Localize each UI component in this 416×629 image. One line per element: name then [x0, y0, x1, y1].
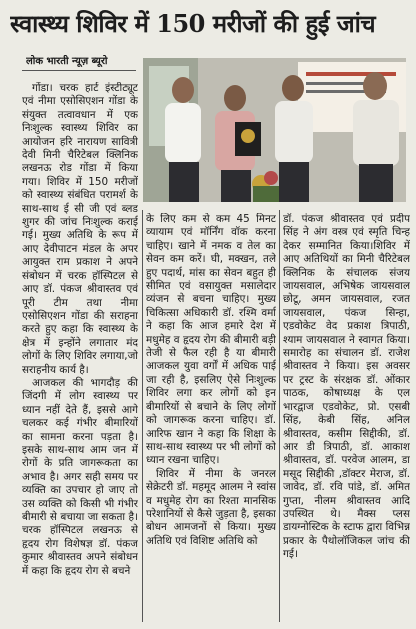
person-3-shirt — [275, 101, 313, 163]
article-column-3 — [283, 213, 410, 622]
person-4-trousers — [359, 164, 393, 202]
person-1-trousers — [169, 162, 199, 202]
person-3-trousers — [279, 162, 309, 202]
person-1-head — [172, 77, 194, 103]
person-1-shirt — [165, 103, 201, 163]
headline: स्वास्थ्य शिविर में 150 मरीजों की हुई जांच — [10, 9, 376, 38]
person-3-head — [282, 75, 304, 101]
byline: लोक भारती न्यूज़ ब्यूरो — [26, 56, 108, 67]
photo-flowers-stems — [253, 186, 279, 202]
article-column-2 — [146, 213, 276, 622]
column-1-paragraph-2: आजकल की भागदौड़ की जिंदगी में लोग स्वास्थ्य पर ध्यान नहीं देते हैं, इससे आगे चलकर कई गंभीर बीमारियों का सामना करना पड़ता है। इसके साथ-साथ आम जन में रोगों के प्रति जागरूकता का अभाव है। अगर सही समय पर व्यक्ति का उपचार हो जाए तो उस व्यक्ति को किसी भी गंभीर बीमारी से बचाया जा सकता है। चरक हॉस्पिटल लखनऊ से हृदय रोग विशेषज्ञ डॉ. पंकज कुमार श्रीवास्तव अपने संबोधन में कहा कि हृदय रोग से बचने — [22, 376, 138, 577]
article-column-1 — [22, 82, 138, 622]
column-divider — [279, 210, 280, 622]
photo-flowers — [264, 171, 278, 185]
column-2-paragraph-1: के लिए कम से कम 45 मिनट व्यायाम एवं मॉर्निंग वॉक करना चाहिए। खाने में नमक व तेल का सेवन कम करें। घी, मक्खन, तले हुए पदार्थ, मांस का सेवन बहुत ही सीमित एवं वसायुक्त मसालेदार व्यंजन से बचना चाहिए। मुख्य चिकित्सा अधिकारी डॉ. रश्मि वर्मा ने कहा कि आज हमारे देश में मधुमेह व हृदय रोग की बीमारी बड़ी तेजी से फैल रही है या बीमारी आजकल युवा वर्गों में अधिक पाई जा रही है, इसलिए ऐसे निःशुल्क शिविर लगा कर लोगों को इन बीमारियों से बचाने के लिए लोगों को जागरूक करना चाहिए। डॉ. आरिफ खान ने कहा कि शिक्षा के साथ-साथ स्वास्थ्य पर भी लोगों को ध्यान रखना चाहिए। — [146, 213, 276, 467]
group-photo-icon — [143, 58, 406, 202]
photo-plaque-emblem — [241, 129, 255, 143]
column-3-paragraph-1: डॉ. पंकज श्रीवास्तव एवं प्रदीप सिंह ने अंग वस्त्र एवं स्मृति चिन्ह देकर सम्मानित किया।शिविर में आए अतिथियों का मिनी चैरिटेबल क्लिनिक के संचालक संजय जायसवाल, अभिषेक जायसवाल छोटू, अमन जायसवाल, रजत जायसवाल, पंकज सिन्हा, एडवोकेट वेद प्रकाश त्रिपाठी, श्याम जायसवाल ने स्वागत किया। समारोह का संचालन डॉ. राजेश श्रीवास्तव ने किया। इस अवसर पर ट्रस्ट के संरक्षक डॉ. ओंकार पाठक, कोषाध्यक्ष के एल भारद्वाज एडवोकेट, प्रो. एसबी सिंह, केबी सिंह, अनिल श्रीवास्तव, कसीम सिद्दीकी, डॉ. आर डी त्रिपाठी, डॉ. आकाश श्रीवास्तव, डॉ. परवेज आलम, डा मसूद सिद्दीकी ,डॉक्टर मेराज, डॉ. जावेद, डॉ. रवि पांडे, डॉ. अमित गुप्ता, नीलम श्रीवास्तव आदि उपस्थित थे। मैक्स प्लस डायग्नोस्टिक के स्टाफ द्वारा विभिन्न प्रकार के पैथोलॉजिकल जांच की गई। — [283, 213, 410, 561]
group-photo-illustration — [143, 58, 406, 202]
column-1-paragraph-1: गोंडा। चरक हार्ट इंस्टीट्यूट एवं नीमा एसोसिएशन गोंडा के संयुक्त तत्वावधान में एक निःशुल्क स्वास्थ्य शिविर का आयोजन हरि नारायण सावित्री देवी मिनी चैरिटेबल क्लिनिक लखनऊ रोड गोंडा में किया गया। शिविर में 150 मरीजों को स्वास्थ्य संबंधित परामर्श के साथ-साथ ई सी जी एवं ब्लड शुगर की जांच निःशुल्क कराई गई। मुख्य अतिथि के रूप में आए देवीपाटन मंडल के अपर आयुक्त राम प्रकाश ने अपने संबोधन में चरक हॉस्पिटल से आए डॉ. पंकज श्रीवास्तव एवं पूरी टीम तथा नीमा एसोसिएशन गोंडा की सराहना करते हुए कहा कि स्वास्थ्य के क्षेत्र में इन्होंने लगातार मंद लोगों के लिए शिविर लगाया,जो सराहनीय कार्य है। — [22, 82, 138, 376]
column-divider — [142, 210, 143, 622]
byline-rule — [22, 70, 136, 71]
person-2-trousers — [221, 170, 251, 202]
person-2-head — [224, 85, 246, 111]
column-2-paragraph-2: शिविर में नीमा के जनरल सेक्रेटरी डॉ. महमूद आलम ने स्वांस व मधुमेह रोग का रिश्ता मानसिक परेशानियों से कैसे जुड़ता है, इसका बोधन आमजनों से किया। मुख्य अतिथि एवं विशिष्ट अतिथि को — [146, 467, 276, 547]
person-4-head — [363, 72, 387, 100]
person-4-shirt — [353, 100, 399, 166]
